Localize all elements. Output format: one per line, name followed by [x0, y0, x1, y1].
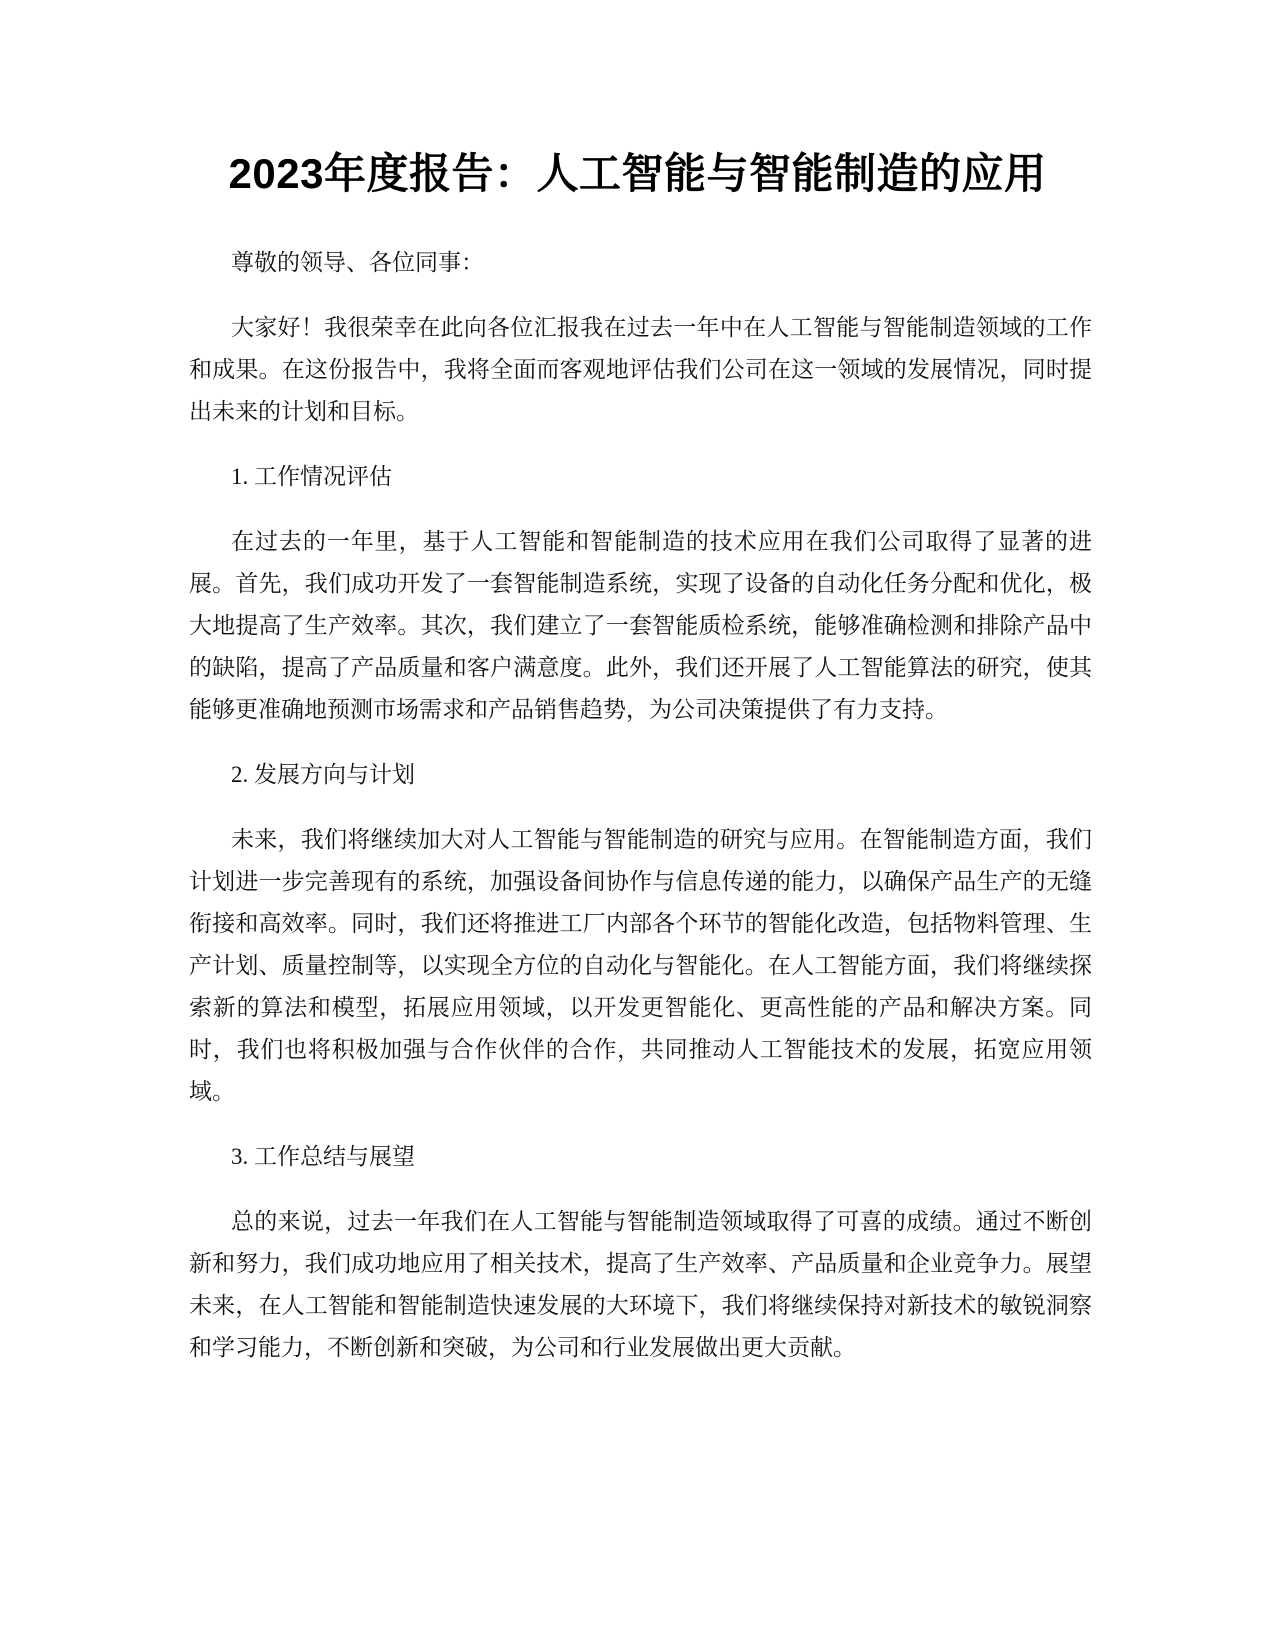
section-body-summary: 总的来说，过去一年我们在人工智能与智能制造领域取得了可喜的成绩。通过不断创新和努力，我们成功地应用了相关技术，提高了生产效率、产品质量和企业竞争力。展望未来，在人工智能和智能制造快速发展的大环境下，我们将继续保持对新技术的敏锐洞察和学习能力，不断创新和突破，为公司和行业发展做出更大贡献。 [189, 1209, 1092, 1360]
section-heading-plan: 2. 发展方向与计划 [231, 762, 415, 787]
intro-paragraph: 大家好！我很荣幸在此向各位汇报我在过去一年中在人工智能与智能制造领域的工作和成果。在这份报告中，我将全面而客观地评估我们公司在这一领域的发展情况，同时提出未来的计划和目标。 [189, 315, 1092, 424]
document-body [189, 242, 1092, 1392]
section-heading-evaluation: 1. 工作情况评估 [231, 464, 392, 489]
salutation: 尊敬的领导、各位同事： [231, 250, 484, 275]
document-title: 2023年度报告：人工智能与智能制造的应用 [228, 150, 1047, 197]
section-body-evaluation: 在过去的一年里，基于人工智能和智能制造的技术应用在我们公司取得了显著的进展。首先，我们成功开发了一套智能制造系统，实现了设备的自动化任务分配和优化，极大地提高了生产效率。其次，我们建立了一套智能质检系统，能够准确检测和排除产品中的缺陷，提高了产品质量和客户满意度。此外，我们还开展了人工智能算法的研究，使其能够更准确地预测市场需求和产品销售趋势，为公司决策提供了有力支持。 [189, 529, 1092, 722]
section-heading-summary: 3. 工作总结与展望 [231, 1144, 415, 1169]
section-body-plan: 未来，我们将继续加大对人工智能与智能制造的研究与应用。在智能制造方面，我们计划进一步完善现有的系统，加强设备间协作与信息传递的能力，以确保产品生产的无缝衔接和高效率。同时，我们还将推进工厂内部各个环节的智能化改造，包括物料管理、生产计划、质量控制等，以实现全方位的自动化与智能化。在人工智能方面，我们将继续探索新的算法和模型，拓展应用领域，以开发更智能化、更高性能的产品和解决方案。同时，我们也将积极加强与合作伙伴的合作，共同推动人工智能技术的发展，拓宽应用领域。 [189, 827, 1092, 1104]
